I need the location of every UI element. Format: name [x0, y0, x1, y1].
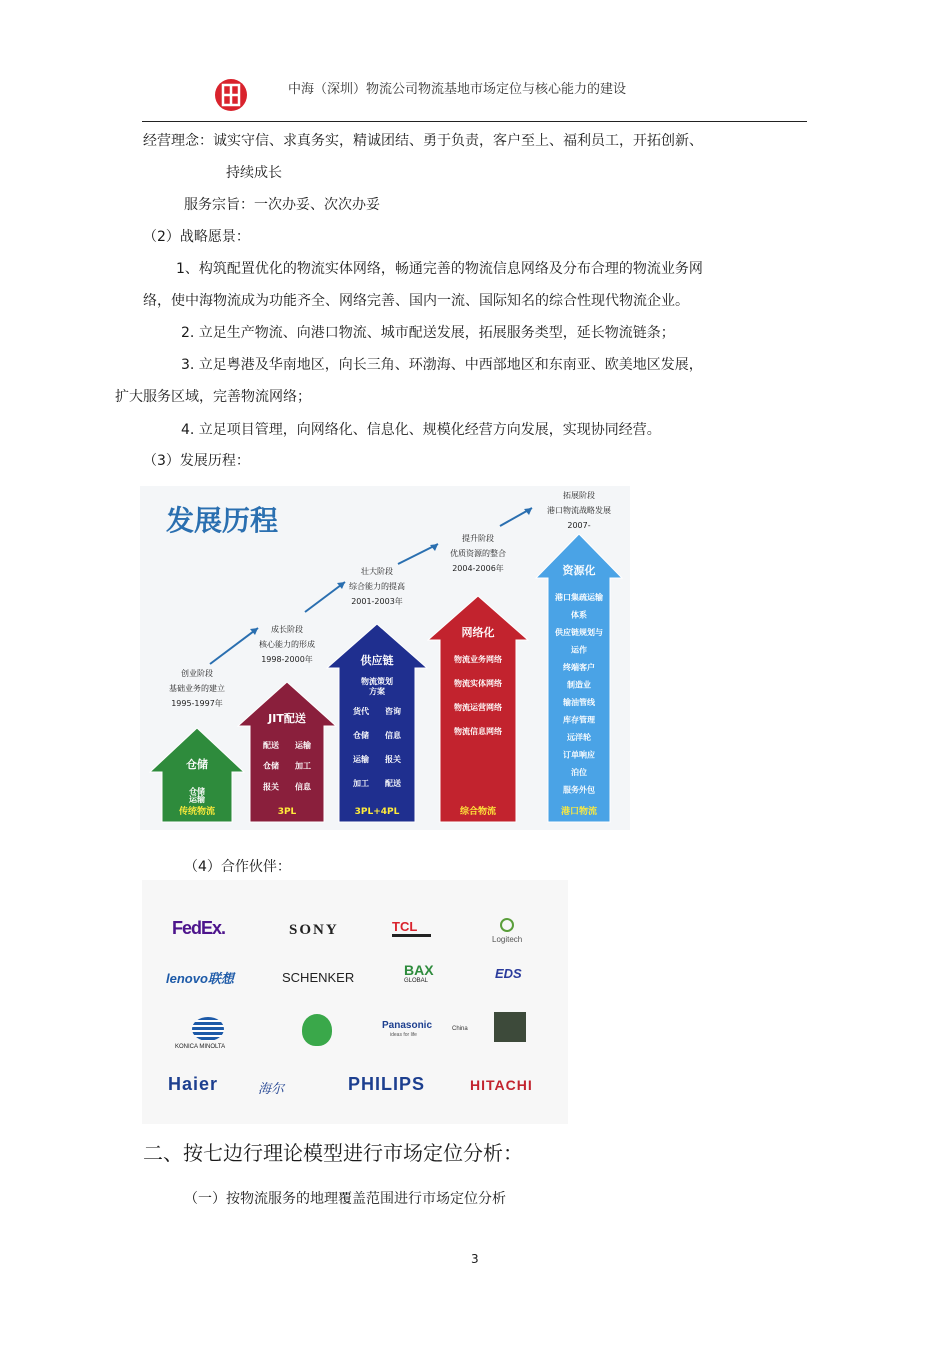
development-history-chart [140, 486, 630, 830]
stage-item: 运输 [353, 755, 369, 764]
stage-label: 拓展阶段 [563, 491, 595, 500]
stage-label: 2001-2003年 [351, 597, 403, 606]
logitech-logo: Logitech [492, 935, 523, 944]
stage-item: 仓储 [189, 787, 205, 796]
stage-label: 基础业务的建立 [169, 684, 225, 693]
vision-3b: 扩大服务区域，完善物流网络； [115, 389, 311, 405]
tcl-logo: TCL [392, 919, 431, 937]
leaf-logo-icon [302, 1014, 332, 1046]
stage-item: 仓储 [263, 761, 279, 771]
stage-item: 信息 [295, 782, 311, 792]
header-title: 中海（深圳）物流公司物流基地市场定位与核心能力的建设 [288, 82, 627, 97]
stage-item: 输油管线 [563, 698, 595, 707]
stage-item: 运作 [571, 645, 587, 655]
stage-label: 提升阶段 [462, 534, 494, 543]
stage-item: 物流策划 [361, 677, 393, 686]
stage-label: 核心能力的形成 [259, 640, 315, 649]
stage-item: 运输 [295, 741, 311, 750]
bax-sub: GLOBAL [404, 978, 429, 984]
philosophy-line-1: 经营理念：诚实守信、求真务实，精诚团结、勇于负责，客户至上、福利员工，开拓创新、 [143, 133, 703, 149]
haier-cn-logo: 海尔 [258, 1081, 285, 1096]
service-purpose: 服务宗旨：一次办妥、次次办妥 [184, 197, 380, 213]
stage-item: 报关 [263, 782, 279, 792]
stage-label: 1995-1997年 [171, 699, 223, 708]
stage-head-2: JIT配送 [268, 712, 306, 725]
stage-item: 报关 [385, 755, 401, 764]
stage-item: 货代 [353, 707, 369, 716]
stage-item: 信息 [385, 731, 401, 740]
stage-item: 物流实体网络 [454, 679, 502, 688]
vision-3a: 3. 立足粤港及华南地区，向长三角、环渤海、中西部地区和东南亚、欧美地区发展， [181, 357, 703, 373]
stage-item: 订单响应 [563, 750, 595, 760]
haier-logo: Haier [168, 1074, 219, 1094]
stage-item: 港口集疏运输 [555, 593, 603, 602]
stage-item: 库存管理 [563, 715, 595, 725]
lenovo-logo: lenovo联想 [166, 971, 234, 986]
page-number: 3 [471, 1252, 479, 1266]
section-heading-2: 二、按七边行理论模型进行市场定位分析： [143, 1141, 523, 1165]
vision-4: 4. 立足项目管理，向网络化、信息化、规模化经营方向发展，实现协同经营。 [181, 422, 661, 438]
stage-label: 1998-2000年 [261, 655, 313, 664]
vision-2: 2. 立足生产物流、向港口物流、城市配送发展，拓展服务类型，延长物流链条； [181, 325, 675, 341]
stage-head-4: 网络化 [461, 626, 495, 639]
stage-foot-4: 综合物流 [459, 807, 497, 817]
stage-item: 运输 [189, 795, 205, 804]
fedex-logo: FedEx. [172, 918, 226, 938]
vision-1a: 1、构筑配置优化的物流实体网络，畅通完善的物流信息网络及分布合理的物流业务网 [176, 261, 703, 277]
stage-item: 体系 [571, 610, 587, 620]
stage-item: 仓储 [353, 731, 369, 740]
stage-item: 加工 [353, 779, 369, 788]
section-2-title: （2）战略愿景： [143, 229, 250, 245]
stage-label: 壮大阶段 [361, 567, 393, 576]
panasonic-china: China [452, 1026, 468, 1032]
bax-logo: BAX [404, 962, 434, 978]
philosophy-line-2: 持续成长 [226, 165, 282, 181]
hitachi-logo: HITACHI [470, 1077, 533, 1093]
stage-label: 创业阶段 [181, 669, 213, 678]
stage-item: 物流信息网络 [454, 727, 502, 736]
stage-item: 咨询 [385, 707, 401, 716]
stage-item: 方案 [369, 687, 385, 696]
company-logo-icon [214, 78, 248, 112]
stage-item: 加工 [295, 761, 311, 771]
progress-arrow-1 [210, 628, 258, 664]
stage-label: 2004-2006年 [452, 564, 504, 573]
stage-label: 综合能力的提高 [349, 582, 405, 591]
section-4-title: （4）合作伙伴： [184, 859, 291, 875]
stage-foot-2: 3PL [277, 807, 297, 817]
stage-item: 供应链规划与 [555, 628, 603, 637]
eds-logo: EDS [495, 966, 522, 981]
stage-arrow-2 [238, 682, 336, 822]
stage-item: 物流业务网络 [454, 655, 502, 664]
stage-foot-1: 传统物流 [178, 807, 216, 817]
header-rule [142, 121, 807, 122]
konica-logo: KONICA MINOLTA [175, 1044, 226, 1050]
philips-logo: PHILIPS [348, 1074, 426, 1094]
panasonic-tagline: ideas for life [390, 1032, 417, 1038]
stage-item: 配送 [263, 741, 279, 750]
logitech-mark-icon [500, 918, 514, 932]
konica-globe-icon [192, 1017, 224, 1041]
stage-item: 服务外包 [563, 785, 595, 795]
stage-item: 物流运营网络 [454, 703, 502, 712]
stage-item: 制造业 [567, 680, 591, 690]
dark-square-logo-icon [494, 1012, 526, 1042]
partners-logo-grid [142, 880, 568, 1124]
panasonic-logo: Panasonic [382, 1020, 433, 1031]
timeline-title: 发展历程 [166, 504, 279, 537]
development-history-figure [140, 486, 630, 830]
stage-item: 终端客户 [563, 663, 595, 672]
section-3-title: （3）发展历程： [143, 453, 250, 469]
stage-arrow-5 [536, 534, 622, 822]
stage-label: 成长阶段 [271, 625, 303, 634]
stage-item: 远洋轮 [567, 733, 591, 742]
stage-head-3: 供应链 [360, 654, 394, 667]
stage-item: 配送 [385, 779, 401, 788]
stage-head-1: 仓储 [186, 758, 208, 771]
vision-1b: 络，使中海物流成为功能齐全、网络完善、国内一流、国际知名的综合性现代物流企业。 [143, 293, 689, 309]
sony-logo: SONY [289, 922, 339, 938]
stage-label: 优质资源的整合 [450, 549, 506, 558]
stage-foot-3: 3PL+4PL [354, 807, 400, 817]
stage-foot-5: 港口物流 [560, 807, 598, 817]
stage-head-5: 资源化 [562, 564, 596, 577]
subsection-1: （一）按物流服务的地理覆盖范围进行市场定位分析 [184, 1191, 506, 1207]
stage-item: 泊位 [571, 768, 587, 777]
stage-label: 2007- [567, 521, 591, 530]
schenker-logo: SCHENKER [282, 970, 355, 985]
stage-label: 港口物流战略发展 [547, 506, 611, 515]
progress-arrow-2 [305, 582, 345, 612]
